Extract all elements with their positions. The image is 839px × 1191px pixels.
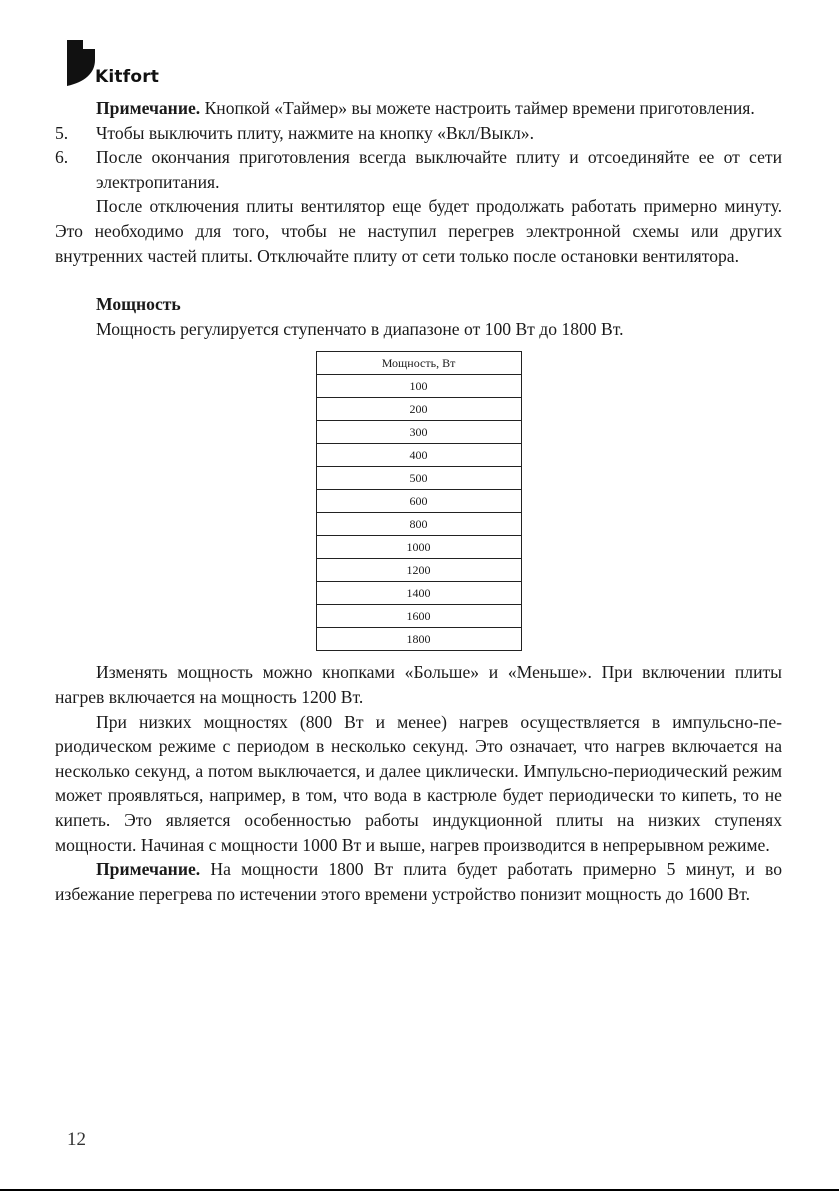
list-text: Чтобы выключить плиту, нажмите на кнопку «Вкл/Выкл». xyxy=(96,122,535,143)
list-item-5 xyxy=(55,121,782,146)
table-header-cell: Мощность, Вт xyxy=(316,352,521,375)
list-number: 6. xyxy=(55,147,69,168)
kitfort-logo xyxy=(67,40,177,92)
note-timer xyxy=(55,96,782,121)
table-cell: 800 xyxy=(316,513,521,536)
section-heading-power: Мощность xyxy=(96,294,181,315)
brand-name: Kitfort xyxy=(95,67,160,87)
table-row xyxy=(316,398,521,421)
low-power-paragraph: При низких мощностях (800 Вт и менее) нагрев осуществляется в импульсно-периодическом режиме с периодом в несколько секунд. Это означает, что нагрев включается на несколько секунд, а потом выключается, и далее циклически. Импульсно-периодический режим может проявляться, например, в том, что вода в кастрюле будет периодически то кипеть, то не кипеть. Это является особенностью работы индукционной плиты на низких ступенях мощности. Начиная с мощности 1000 Вт и выше, нагрев производится в непрерывном режиме. xyxy=(55,711,782,855)
table-cell: 300 xyxy=(316,421,521,444)
page-number: 12 xyxy=(67,1129,86,1150)
table-row xyxy=(316,467,521,490)
note-text: Кнопкой «Таймер» вы можете настроить таймер времени приготовления. xyxy=(200,98,755,118)
note-label: Примечание. xyxy=(96,98,201,118)
table-row xyxy=(316,444,521,467)
table-cell: 600 xyxy=(316,490,521,513)
fan-paragraph: После отключения плиты вентилятор еще будет продолжать работать примерно минуту. Это необходимо для того, чтобы не наступил перегрев электронной схемы или других внутренних частей плиты. Отключайте плиту от сети только после остановки вентилятора. xyxy=(55,196,782,266)
list-item-6 xyxy=(55,145,782,194)
note-overheat xyxy=(55,857,782,906)
table-cell: 500 xyxy=(316,467,521,490)
table-row xyxy=(316,375,521,398)
table-cell: 100 xyxy=(316,375,521,398)
table-row xyxy=(316,421,521,444)
table-cell: 1800 xyxy=(316,628,521,651)
note-label: Примечание. xyxy=(96,859,201,880)
table-row xyxy=(316,490,521,513)
table-cell: 1200 xyxy=(316,559,521,582)
table-header-row xyxy=(316,352,521,375)
change-power-paragraph: Изменять мощность можно кнопками «Больше» и «Меньше». При включении плиты нагрев включается на мощность 1200 Вт. xyxy=(55,662,782,707)
table-cell: 1600 xyxy=(316,605,521,628)
power-table xyxy=(316,351,522,651)
table-row xyxy=(316,582,521,605)
table-cell: 400 xyxy=(316,444,521,467)
table-cell: 1400 xyxy=(316,582,521,605)
list-number: 5. xyxy=(55,122,69,143)
table-row xyxy=(316,513,521,536)
table-row xyxy=(316,605,521,628)
note-text: На мощности 1800 Вт плита будет работать примерно 5 минут, и во избежание перегрева по истечении этого времени устройство понизит мощность до 1600 Вт. xyxy=(55,859,782,904)
power-intro: Мощность регулируется ступенчато в диапазоне от 100 Вт до 1800 Вт. xyxy=(96,318,624,339)
list-text: После окончания приготовления всегда выключайте плиту и отсоединяйте ее от сети электропитания. xyxy=(96,147,782,192)
page-content xyxy=(55,96,782,906)
table-row xyxy=(316,559,521,582)
table-cell: 200 xyxy=(316,398,521,421)
kitfort-logo-icon xyxy=(67,40,97,86)
table-row xyxy=(316,536,521,559)
table-cell: 1000 xyxy=(316,536,521,559)
table-row xyxy=(316,628,521,651)
